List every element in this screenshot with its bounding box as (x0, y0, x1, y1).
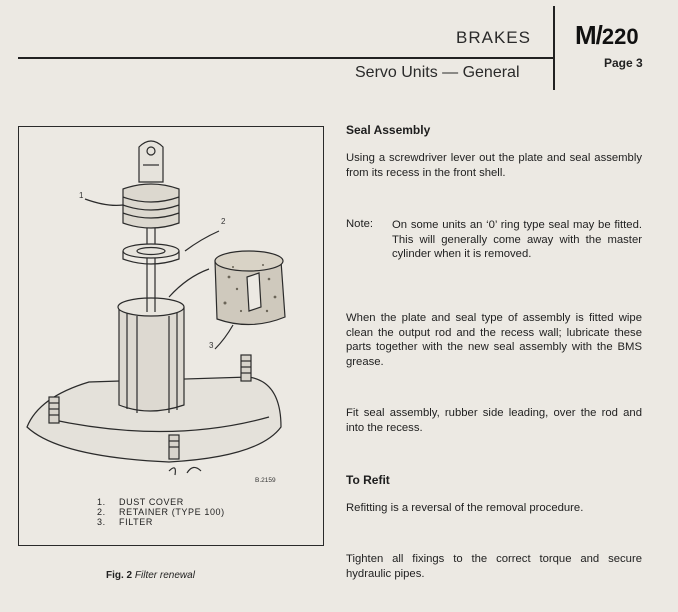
page-subtitle: Servo Units — General (355, 64, 520, 81)
note-text: On some units an ‘0’ ring type seal may be fitted. This will generally come away with the master cylinder when it is removed. (392, 219, 642, 260)
legend-item: 1. DUST COVER (97, 497, 184, 507)
seal-assembly-text: Using a screwdriver lever out the plate and seal assembly from its recess in the front shell. (346, 152, 642, 179)
fit-seal-text: Fit seal assembly, rubber side leading, over the rod and into the recess. (346, 407, 642, 434)
section-title: BRAKES (456, 28, 531, 47)
filter-renewal-illustration (19, 127, 323, 545)
header-rule (18, 57, 553, 59)
figure-caption: Fig. 2 Filter renewal (106, 570, 195, 581)
note-label: Note: (346, 218, 374, 230)
drawing-code: B.2159 (255, 477, 276, 484)
refit-text: Refitting is a reversal of the removal procedure. (346, 502, 584, 514)
manual-logo: M/220 (575, 20, 639, 50)
to-refit-heading: To Refit (346, 473, 390, 487)
seal-assembly-heading: Seal Assembly (346, 123, 431, 137)
figure-ref-1: 1 (79, 191, 84, 200)
header-divider (553, 6, 555, 90)
figure-legend (97, 497, 225, 527)
page-number: Page 3 (604, 56, 643, 70)
figure-ref-2: 2 (221, 217, 226, 226)
plate-seal-text: When the plate and seal type of assembly is fitted wipe clean the output rod and the recess wall; lubricate these parts together with the new seal assembly with the BMS grease. (346, 312, 642, 368)
legend-item: 3. FILTER (97, 517, 153, 527)
figure-box (18, 126, 324, 546)
tighten-text: Tighten all fixings to the correct torque and secure hydraulic pipes. (346, 553, 642, 580)
figure-ref-3: 3 (209, 341, 214, 350)
legend-item: 2. RETAINER (TYPE 100) (97, 507, 225, 517)
